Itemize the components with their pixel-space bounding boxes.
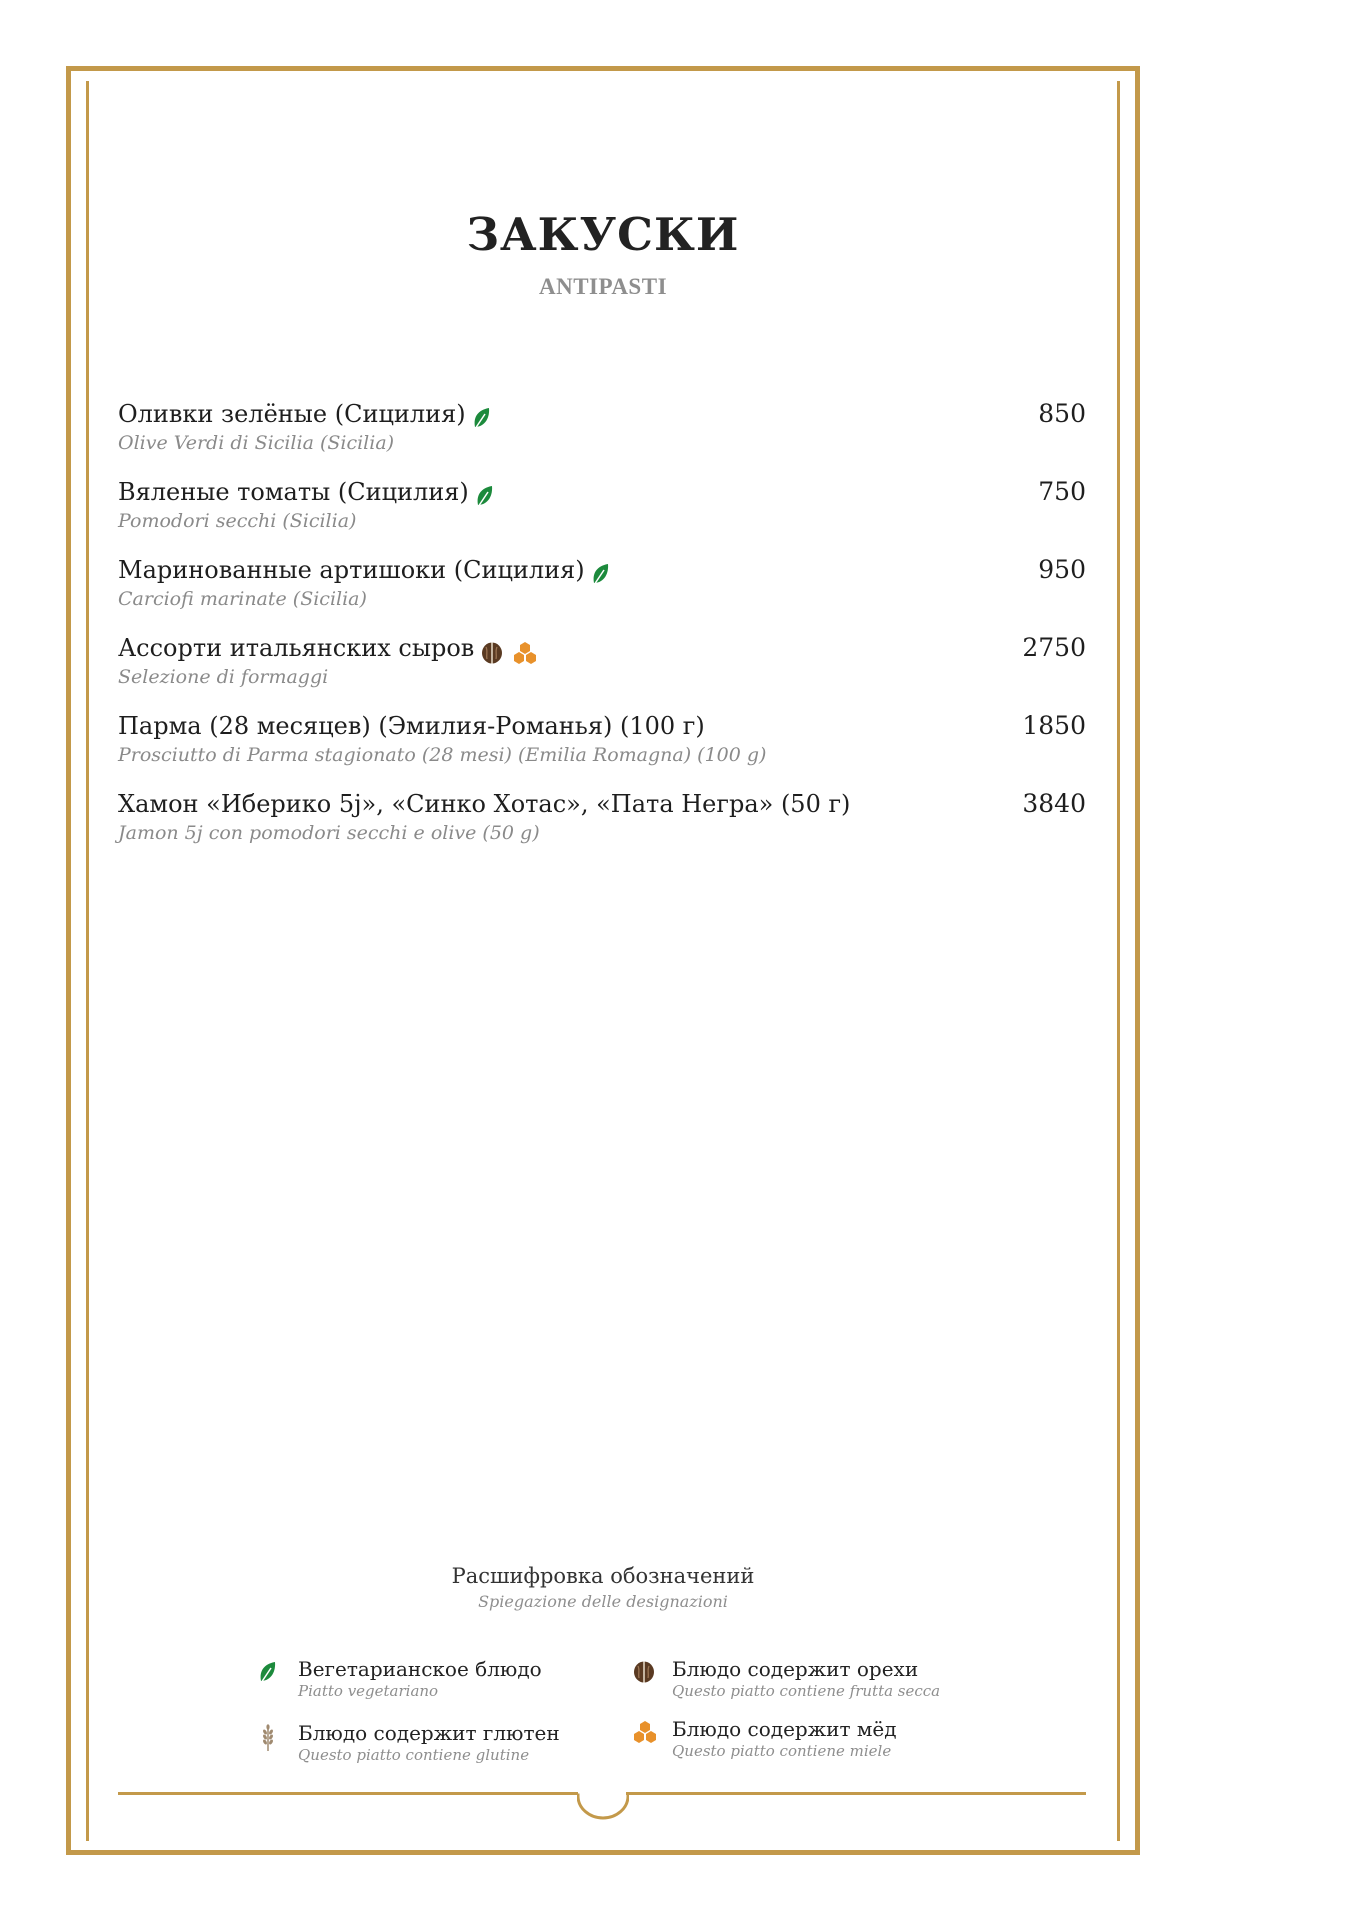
wheat-icon bbox=[258, 1724, 278, 1752]
item-icons bbox=[591, 557, 611, 589]
honeycomb-icon bbox=[632, 1720, 658, 1744]
legend-subtitle: Spiegazione delle designazioni bbox=[478, 1592, 728, 1611]
item-name-ru: Хамон «Иберико 5j», «Синко Хотас», «Пата Негра» (50 г) bbox=[118, 790, 851, 818]
item-name-ru: Вяленые томаты (Сицилия) bbox=[118, 478, 469, 506]
leaf-icon bbox=[475, 485, 495, 509]
honeycomb-icon bbox=[512, 641, 538, 665]
item-name-it: Selezione di formaggi bbox=[118, 666, 329, 688]
item-price: 850 bbox=[1038, 399, 1086, 428]
item-name-it: Carciofi marinate (Sicilia) bbox=[118, 588, 367, 610]
item-name-it: Jamon 5j con pomodori secchi e olive (50 g) bbox=[118, 822, 540, 844]
legend-label-it: Questo piatto contiene miele bbox=[672, 1742, 892, 1760]
menu-item bbox=[118, 632, 1086, 710]
item-name-ru: Парма (28 месяцев) (Эмилия-Романья) (100 г) bbox=[118, 712, 705, 740]
item-name-it: Pomodori secchi (Sicilia) bbox=[118, 510, 357, 532]
legend-label-ru: Блюдо содержит глютен bbox=[298, 1721, 560, 1745]
item-price: 750 bbox=[1038, 477, 1086, 506]
page-subtitle: ANTIPASTI bbox=[538, 274, 668, 299]
menu-item bbox=[118, 476, 1086, 554]
item-price: 950 bbox=[1038, 555, 1086, 584]
menu-item bbox=[118, 398, 1086, 476]
bottom-divider-notch bbox=[577, 1780, 629, 1820]
legend-label-ru: Вегетарианское блюдо bbox=[298, 1657, 542, 1681]
item-icons bbox=[480, 635, 538, 667]
menu-item bbox=[118, 554, 1086, 632]
menu-item bbox=[118, 788, 1086, 866]
legend-title: Расшифровка обозначений bbox=[451, 1564, 755, 1588]
legend-label-it: Questo piatto contiene glutine bbox=[298, 1746, 530, 1764]
item-icons bbox=[472, 401, 492, 433]
item-price: 3840 bbox=[1022, 789, 1086, 818]
bottom-divider-left bbox=[118, 1792, 578, 1795]
legend-label-it: Piatto vegetariano bbox=[298, 1682, 439, 1700]
walnut-icon bbox=[480, 641, 504, 665]
menu-item bbox=[118, 710, 1086, 788]
leaf-icon bbox=[472, 407, 492, 431]
menu-list bbox=[118, 398, 1086, 866]
item-name-ru: Оливки зелёные (Сицилия) bbox=[118, 400, 466, 428]
walnut-icon bbox=[632, 1660, 656, 1684]
leaf-icon bbox=[258, 1660, 278, 1686]
bottom-divider-right bbox=[626, 1792, 1086, 1795]
item-price: 1850 bbox=[1022, 711, 1086, 740]
item-name-it: Olive Verdi di Sicilia (Sicilia) bbox=[118, 432, 395, 454]
item-icons bbox=[475, 479, 495, 511]
legend-label-it: Questo piatto contiene frutta secca bbox=[672, 1682, 941, 1700]
leaf-icon bbox=[591, 563, 611, 587]
legend-label-ru: Блюдо содержит мёд bbox=[672, 1717, 897, 1741]
item-name-ru: Маринованные артишоки (Сицилия) bbox=[118, 556, 585, 584]
item-name-ru: Ассорти итальянских сыров bbox=[118, 634, 475, 662]
item-price: 2750 bbox=[1022, 633, 1086, 662]
page-title: ЗАКУСКИ bbox=[466, 208, 740, 261]
item-name-it: Prosciutto di Parma stagionato (28 mesi) (Emilia Romagna) (100 g) bbox=[118, 744, 767, 766]
legend-label-ru: Блюдо содержит орехи bbox=[672, 1657, 919, 1681]
